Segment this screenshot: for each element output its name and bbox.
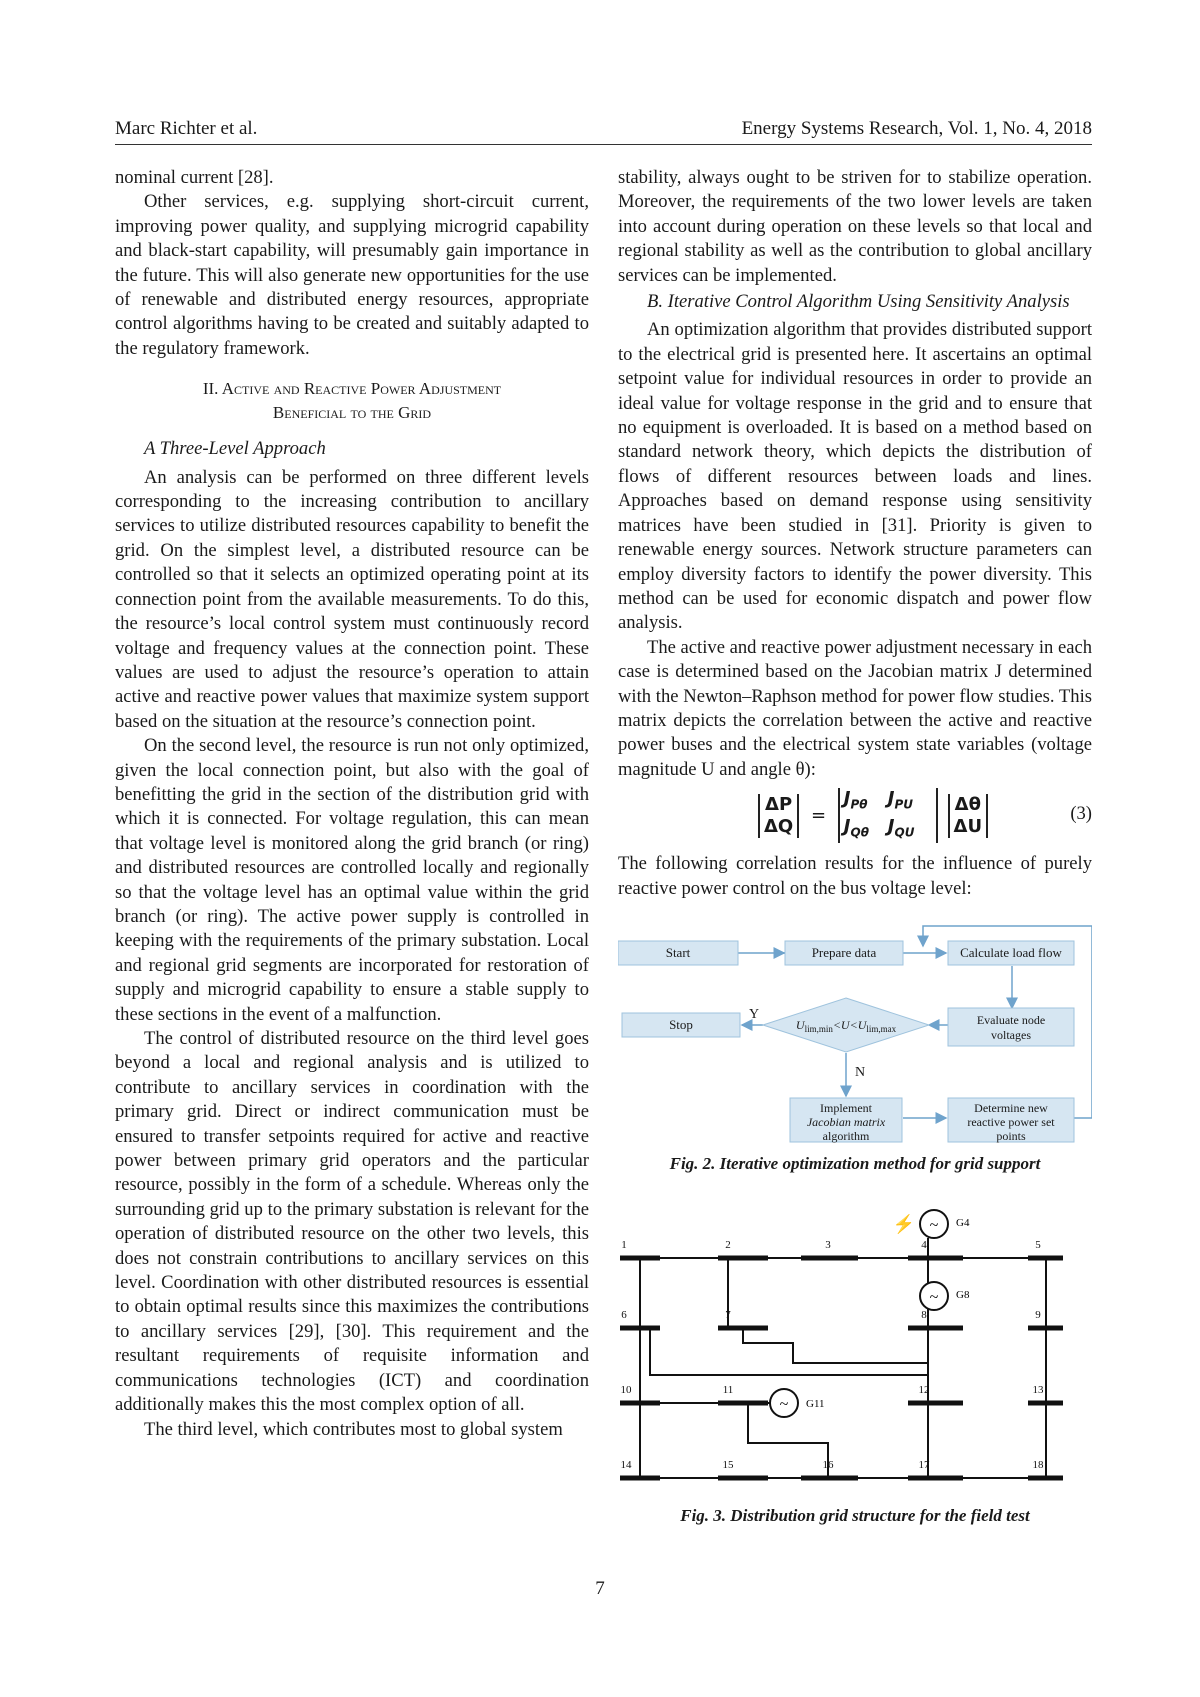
stop-label: Stop [669,1017,693,1032]
right-column [618,166,1092,901]
jacobian-entry [888,788,932,816]
bus-label: 18 [1032,1459,1044,1471]
generator-g4 [893,1210,970,1238]
no-label: N [854,1065,866,1080]
bus-label: 12 [918,1384,930,1396]
jacobian-matrix [838,788,938,843]
generator-g11 [770,1389,825,1417]
lhs-delta-p: ΔP [765,793,793,815]
bus-label: 2 [725,1239,731,1251]
determine-label-2: reactive power set [967,1115,1055,1129]
lhs-delta-q: ΔQ [764,815,794,837]
start-label: Start [665,945,691,960]
flowchart-figure [618,918,1092,1148]
generator-label-g4: G4 [956,1217,970,1229]
page-number: 7 [595,1578,605,1599]
section-heading [115,377,589,425]
paragraph: An optimization algorithm that provides distributed support to the electrical grid is presented here. It ascertains an optimal setpoint value for individual resources in order to provide an ideal value for voltage response in the grid and to ensure that no equipment is overloaded. It is based on a method based on standard network theory, which depicts the distribution of flows of different resources between loads and lines. Approaches based on demand response using sensitivity matrices have been studied in [31]. Priority is given to renewable energy sources. Network structure parameters can employ diversity factors to identify the power diversity. This method can be used for economic dispatch and power flow analysis. [618,319,1092,634]
j-subscript: Qθ [850,825,869,840]
jacobian-entry [888,816,932,844]
implement-label-3: algorithm [822,1129,870,1143]
generator-symbol: ~ [929,1217,939,1234]
figure-3-caption: Fig. 3. Distribution grid structure for the field test [680,1506,1030,1525]
j-symbol: J [843,788,851,810]
equation-body [758,788,988,843]
subsection-heading: B. Iterative Control Algorithm Using Sensitivity Analysis [647,291,1070,313]
j-subscript: PU [894,797,914,812]
bus-label: 1 [621,1239,627,1251]
generator-symbol: ~ [929,1289,939,1306]
rhs-delta-theta: Δθ [954,793,981,815]
grid-lines [620,1238,1063,1478]
bus-label: 15 [722,1459,734,1471]
jacobian-row [844,816,932,844]
bus-label: 11 [722,1384,734,1396]
header-rule [115,144,1092,145]
paragraph: The following correlation results for the influence of purely reactive power control on the bus voltage level: [618,853,1092,899]
calc-label: Calculate load flow [960,945,1062,960]
bus-label: 7 [725,1309,731,1321]
j-symbol: J [843,815,851,837]
running-header-journal: Energy Systems Research, Vol. 1, No. 4, 2018 [741,118,1092,139]
grid-structure-figure [618,1198,1092,1498]
paragraph: stability, always ought to be striven for to stabilize operation. Moreover, the requirements of the two lower levels are taken into account during operation on these levels so that local and regional stability as well as the contribution to global ancillary services can be implemented. [618,167,1092,286]
left-column [115,166,589,1442]
subsection-heading: A Three-Level Approach [144,438,326,460]
wind-turbine-icon: ⚡ [892,1214,916,1234]
eval-label-2: voltages [991,1028,1031,1042]
jacobian-entry [844,816,888,844]
determine-label-3: points [996,1129,1026,1143]
bus-label: 14 [620,1459,632,1471]
equals-sign: = [810,804,827,826]
paragraph: On the second level, the resource is run not only optimized, given the local connection point, but also with the goal of benefitting the grid in the section of the distribution grid with which it is connected. For voltage regulation, this can mean that voltage level is monitored along the grid branch (or ring) and distributed resources are controlled locally and regionally so that the voltage level has an optimal value within the grid branch (or ring). The active power supply is controlled in keeping with the requirements of the primary substation. Local and regional grid segments are incorporated for restoration of supply and microgrid capability to ensure a stable supply to these sections in the event of a malfunction. [115,735,589,1025]
j-symbol: J [887,788,895,810]
figure-2-caption: Fig. 2. Iterative optimization method for grid support [669,1154,1041,1173]
paragraph: The third level, which contributes most to global system [144,1418,563,1440]
voltage-condition: $U_{lim,min}<U<U_{lim,max}$ [795,1018,897,1034]
paragraph: The control of distributed resource on the third level goes beyond a local and regional analysis and is utilized to contribute to ancillary services in coordination with the primary grid. Direct or indirect communication must be ensured to transfer setpoints required for active and reactive power between primary grid operators and the particular resource, possibly in the form of a schedule. Whereas only the surrounding grid up to the primary substation is relevant for the operation of distributed resource on the other two levels, this does not constrain contributions to ancillary services on this level. Coordination with other distributed resources is essential to obtain optimal results since this maximizes the contributions to ancillary services [29], [30]. This requirement and the resultant requirements of requisite information and communications technologies (ICT) and coordination additionally makes this the most complex option of all. [115,1028,589,1416]
bus-label: 3 [825,1239,831,1251]
generator-g8 [920,1282,970,1310]
bus-label: 16 [822,1459,834,1471]
j-subscript: Pθ [850,797,868,812]
implement-label-1: Implement [820,1101,872,1115]
section-heading-line: II. Active and Reactive Power Adjustment [202,379,502,399]
bus-label: 13 [1032,1384,1044,1396]
paragraph: Other services, e.g. supplying short-circuit current, improving power quality, and supplying microgrid capability and black-start capability, will presumably gain importance in the future. This will also generate new opportunities for the use of renewable and distributed energy resources, appropriate control algorithms having to be created and suitably adapted to the regulatory framework. [115,191,589,359]
equation-3 [618,784,1092,848]
running-header-authors: Marc Richter et al. [115,118,258,139]
bus-label: 6 [621,1309,627,1321]
yes-label: Y [748,1007,760,1022]
paragraph: nominal current [28]. [115,167,274,188]
j-symbol: J [887,815,895,837]
eval-label-1: Evaluate node [976,1013,1046,1027]
generator-label-g8: G8 [956,1289,970,1301]
bus-label: 8 [921,1309,927,1321]
determine-label-1: Determine new [974,1101,1048,1115]
implement-label-2: Jacobian matrix [806,1115,886,1129]
generator-symbol: ~ [779,1396,789,1413]
bus-label: 10 [620,1384,632,1396]
paragraph: An analysis can be performed on three different levels corresponding to the increasing contribution to ancillary services to utilize distributed resources capability to benefit the grid. On the simplest level, a distributed resource can be controlled so that it selects an optimized operating point at its connection point from the available measurements. To do this, the resource’s local control system must continuously record voltage and frequency values at the connection point. These values are used to adjust the resource’s operation to attain active and reactive power values that maximize system support based on the situation at the resource’s connection point. [115,466,589,732]
rhs-delta-u: ΔU [953,815,983,837]
lhs-vector [758,794,799,838]
equation-number: (3) [1070,803,1092,825]
bus-label: 4 [921,1239,927,1251]
paragraph: The active and reactive power adjustment necessary in each case is determined based on the Jacobian matrix J determined with the Newton–Raphson method for power flow studies. This matrix depicts the correlation between the active and reactive power buses and the electrical system state variables (voltage magnitude U and angle θ): [618,636,1093,780]
bus-label: 9 [1035,1309,1041,1321]
jacobian-entry [844,788,888,816]
rhs-vector [948,794,989,838]
generator-label-g11: G11 [806,1398,825,1410]
prepare-label: Prepare data [811,945,877,960]
bus-label: 17 [918,1459,930,1471]
section-heading-line: Beneficial to the Grid [272,403,432,423]
jacobian-row [844,788,932,816]
bus-label: 5 [1035,1239,1041,1251]
j-subscript: QU [894,825,915,840]
